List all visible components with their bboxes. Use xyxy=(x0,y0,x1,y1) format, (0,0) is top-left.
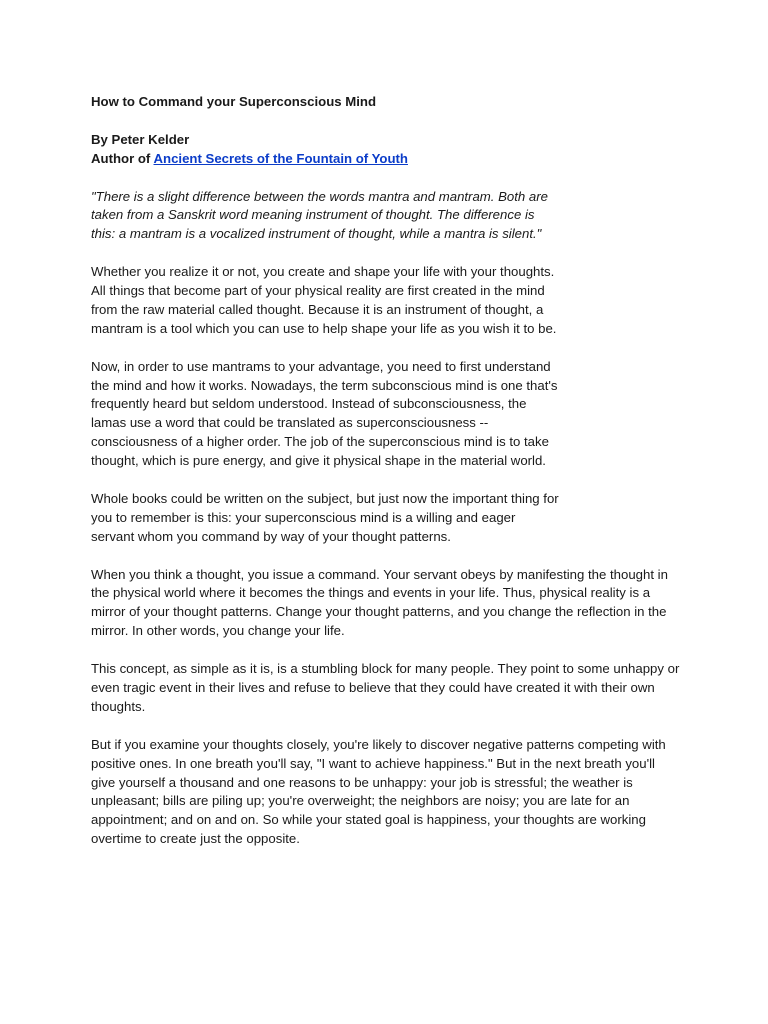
paragraph-1: Whether you realize it or not, you create and shape your life with your thoughts. All things that become part of your physical reality are first created in the mind from the raw material called thought. Because it is an instrument of thought, a mantram is a tool which you can use to help shape your life as you wish it to be. xyxy=(91,264,557,336)
paragraph-3: Whole books could be written on the subject, but just now the important thing for you to remember is this: your superconscious mind is a willing and eager servant whom you command by way of your thought patterns. xyxy=(91,490,559,544)
paragraph-6: But if you examine your thoughts closely, you're likely to discover negative patterns competing with positive ones. In one breath you'll say, "I want to achieve happiness." But in the next breath you'll give yourself a thousand and one reasons to be unhappy: your job is stressful; the weather is unpleasant; bills are piling up; you're overweight; the neighbors are noisy; you are late for an appointment; and on and on. So while your stated goal is happiness, your thoughts are working overtime to create just the opposite. xyxy=(91,736,666,847)
author-line xyxy=(91,150,681,169)
epigraph-quote: "There is a slight difference between the words mantra and mantram. Both are taken from a Sanskrit word meaning instrument of thought. The difference is this: a mantram is a vocalized instrument of thought, while a mantra is silent." xyxy=(91,188,548,242)
document-page xyxy=(91,93,681,868)
paragraph-4: When you think a thought, you issue a command. Your servant obeys by manifesting the thought in the physical world where it becomes the things and events in your life. Thus, physical reality is a mirror of your thought patterns. Change your thought patterns, and you change the reflection in the mirror. In other words, you change your life. xyxy=(91,566,668,639)
book-title-link[interactable]: Ancient Secrets of the Fountain of Youth xyxy=(153,150,408,166)
paragraph-2: Now, in order to use mantrams to your advantage, you need to first understand the mind and how it works. Nowadays, the term subconscious mind is one that's frequently heard but seldom understood. Instead of subconsciousness, the lamas use a word that could be translated as superconsciousness -- consciousness of a higher order. The job of the superconscious mind is to take thought, which is pure energy, and give it physical shape in the material world. xyxy=(91,358,558,469)
byline: By Peter Kelder xyxy=(91,131,190,147)
document-title: How to Command your Superconscious Mind xyxy=(91,94,377,109)
paragraph-5: This concept, as simple as it is, is a stumbling block for many people. They point to some unhappy or even tragic event in their lives and refuse to believe that they could have created it with their own thoughts. xyxy=(91,661,680,714)
author-prefix: Author of xyxy=(91,150,154,166)
